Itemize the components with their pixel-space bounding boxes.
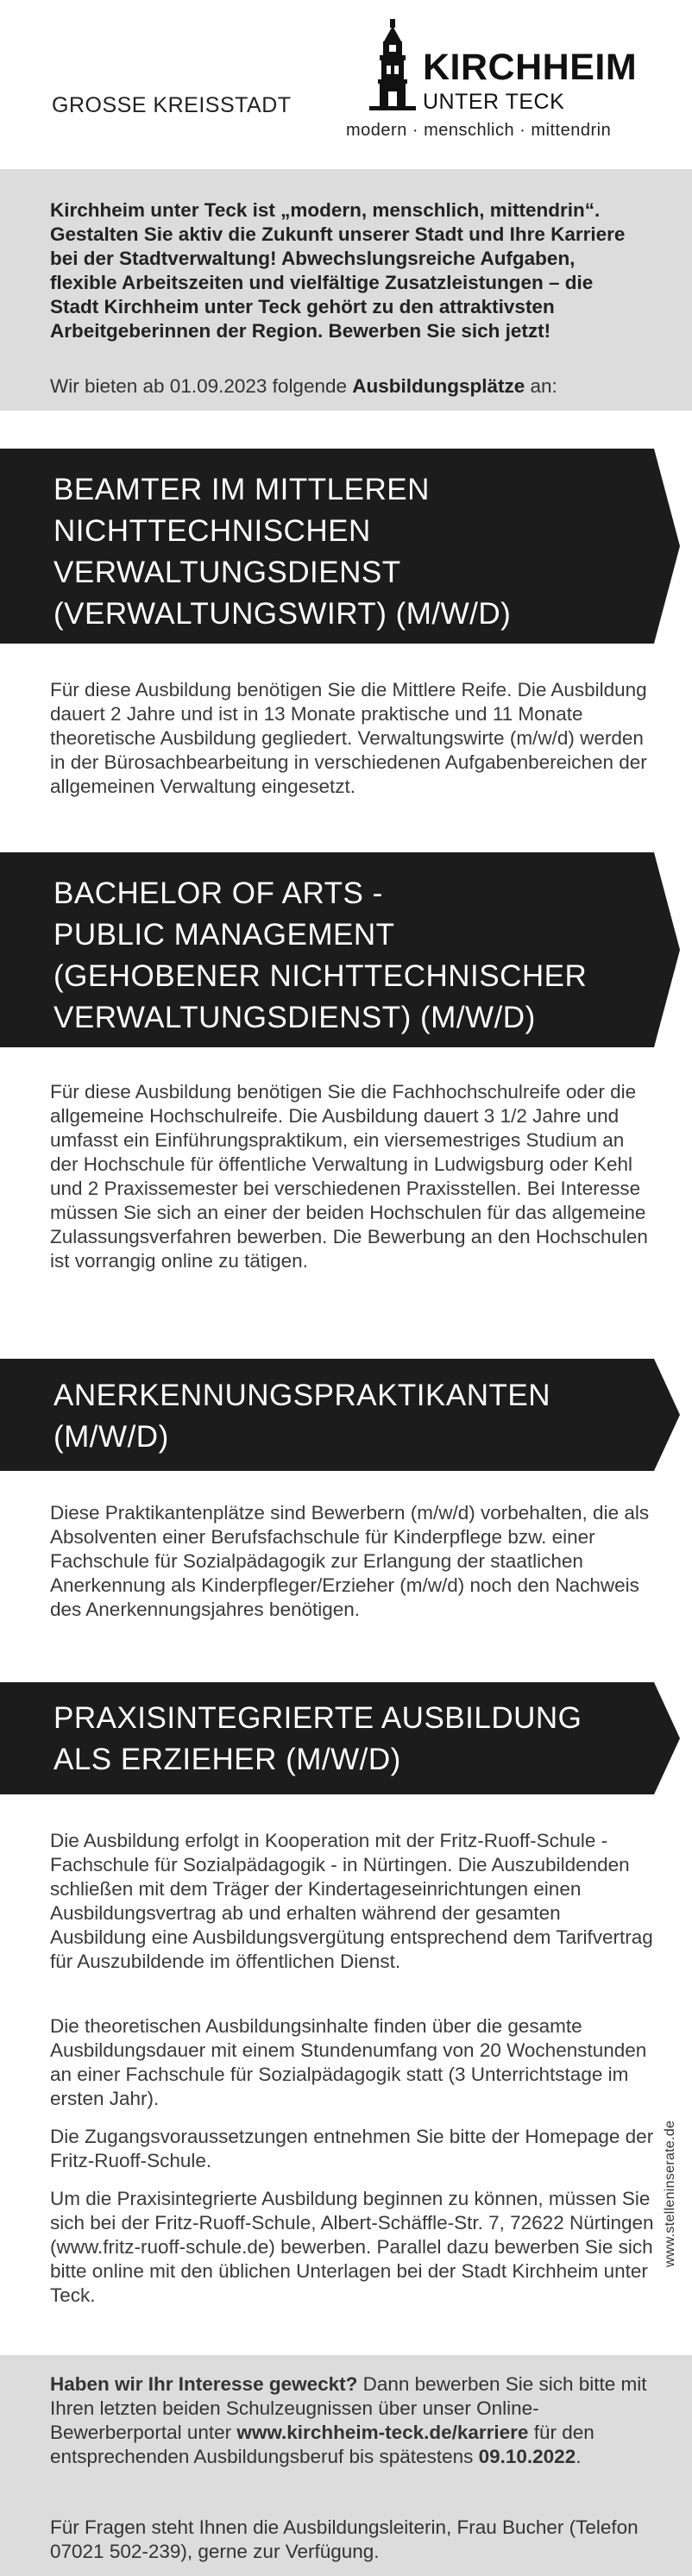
logo-subtitle: UNTER TECK <box>423 90 565 114</box>
banner-arrow-icon <box>645 449 680 644</box>
title-line: NICHTTECHNISCHEN <box>53 514 371 548</box>
interest-heading: Haben wir Ihr Interesse geweckt? <box>50 2373 358 2395</box>
position-description: Diese Praktikantenplätze sind Bewerbern (m/w/d) vorbehalten, die als Absolventen einer Berufsfachschule für Kinderpflege bzw. einer Fachschule für Sozialpädagogik zur Erlangung der staatlichen Anerkennung als Kinderpfleger/Erzieher (m/w/d) noch den Nachweis des Anerkennungsjahres benötigen. <box>50 1502 650 1620</box>
logo-tagline: modern · menschlich · mittendrin <box>346 121 612 140</box>
city-type-label: GROSSE KREISSTADT <box>52 93 292 117</box>
interest-text: Dann bewerben Sie sich bitte mit Ihren letzten beiden Schulzeugnissen über unser Online-Bewerberportal unter <box>50 2373 647 2443</box>
publisher-side-label: www.stelleninserate.de <box>663 2120 677 2267</box>
banner-arrow-icon <box>645 1682 680 1794</box>
title-line: VERWALTUNGSDIENST <box>53 556 401 589</box>
position-title <box>53 1698 649 1781</box>
position-description: Um die Praxisintegrierte Ausbildung beginnen zu können, müssen Sie sich bei der Fritz-Ruoff-Schule, Albert-Schäffle-Str. 7, 72622 Nürtingen (www.fritz-ruoff-schule.de) bewerben. Parallel dazu bewerben Sie sich bitte online mit den üblichen Unterlagen bei der Stadt Kirchheim unter Teck. <box>50 2188 654 2306</box>
offer-suffix: an: <box>525 375 557 397</box>
title-line: PUBLIC MANAGEMENT <box>53 918 395 952</box>
interest-end: . <box>576 2446 582 2467</box>
logo-title: KIRCHHEIM <box>423 47 638 88</box>
position-title <box>53 873 649 1039</box>
banner-arrow-icon <box>645 852 680 1047</box>
career-link[interactable]: www.kirchheim-teck.de/karriere <box>236 2422 529 2443</box>
position-title <box>53 1375 649 1458</box>
title-line: PRAXISINTEGRIERTE AUSBILDUNG <box>53 1701 582 1735</box>
page-header <box>0 0 692 169</box>
intro-box <box>0 169 692 411</box>
title-line: (VERWALTUNGSWIRT) (M/W/D) <box>53 597 512 631</box>
interest-text: für den entsprechenden Ausbildungsberuf bis spätestens <box>50 2422 594 2467</box>
title-line: BEAMTER IM MITTLEREN <box>53 473 430 506</box>
offer-bold: Ausbildungsplätze <box>352 375 525 397</box>
position-description: Die theoretischen Ausbildungsinhalte finden über die gesamte Ausbildungsdauer mit einem Stundenumfang von 20 Wochenstunden an einer Fachschule für Sozialpädagogik statt (3 Unterrichtstage im ersten Jahr). <box>50 2015 647 2109</box>
title-line: ANERKENNUNGSPRAKTIKANTEN <box>53 1379 550 1412</box>
application-info <box>50 2372 654 2469</box>
title-line: BACHELOR OF ARTS - <box>53 876 383 910</box>
position-description: Für diese Ausbildung benötigen Sie die Mittlere Reife. Die Ausbildung dauert 2 Jahre und ist in 13 Monate praktische und 11 Monate theoretische Ausbildung gegliedert. Verwaltungswirte (m/w/d) werden in der Bürosachbearbeitung in verschiedenen Aufgabenbereichen der allgemeinen Verwaltung eingesetzt. <box>50 679 647 797</box>
banner-arrow-icon <box>645 1359 680 1471</box>
position-description: Die Ausbildung erfolgt in Kooperation mit der Fritz-Ruoff-Schule - Fachschule für Sozialpädagogik - in Nürtingen. Die Auszubildenden schließen mit dem Träger der Kindertageseinrichtungen einen Ausbildungsvertrag ab und erhalten während der gesamten Ausbildung eine Ausbildungsvergütung entsprechend dem Tarifvertrag für Auszubildende im öffentlichen Dienst. <box>50 1830 653 1972</box>
position-description: Für diese Ausbildung benötigen Sie die Fachhochschulreife oder die allgemeine Hochschulreife. Die Ausbildung dauert 3 1/2 Jahre und umfasst ein Einführungspraktikum, ein viersemestriges Studium an der Hochschule für öffentliche Verwaltung in Ludwigsburg oder Kehl und 2 Praxissemester bei verschiedenen Praxisstellen. Bei Interesse müssen Sie sich an einer der beiden Hochschulen für das allgemeine Zulassungsverfahren bewerben. Die Bewerbung an den Hochschulen ist vorrangig online zu tätigen. <box>50 1081 648 1272</box>
intro-offer <box>50 374 654 399</box>
city-tower-logo-icon <box>364 19 421 116</box>
deadline-date: 09.10.2022 <box>478 2446 576 2467</box>
position-title <box>53 469 649 635</box>
offer-prefix: Wir bieten ab 01.09.2023 folgende <box>50 375 353 397</box>
title-line: VERWALTUNGSDIENST) (M/W/D) <box>53 1001 536 1034</box>
footer-box <box>0 2355 692 2576</box>
title-line: (GEHOBENER NICHTTECHNISCHER <box>53 959 588 993</box>
title-line: ALS ERZIEHER (M/W/D) <box>53 1743 401 1776</box>
contact-info: Für Fragen steht Ihnen die Ausbildungsleiterin, Frau Bucher (Telefon 07021 502-239), gerne zur Verfügung. <box>50 2516 639 2562</box>
position-description: Die Zugangsvoraussetzungen entnehmen Sie bitte der Homepage der Fritz-Ruoff-Schule. <box>50 2126 654 2171</box>
intro-text: Kirchheim unter Teck ist „modern, menschlich, mittendrin“. Gestalten Sie aktiv die Zukunft unserer Stadt und Ihre Karriere bei der Stadtverwaltung! Abwechslungsreiche Aufgaben, flexible Arbeitszeiten und vielfältige Zusatzleistungen – die Stadt Kirchheim unter Teck gehört zu den attraktivsten Arbeitgeberinnen der Region. Bewerben Sie sich jetzt! <box>50 199 626 342</box>
title-line: (M/W/D) <box>53 1420 169 1454</box>
